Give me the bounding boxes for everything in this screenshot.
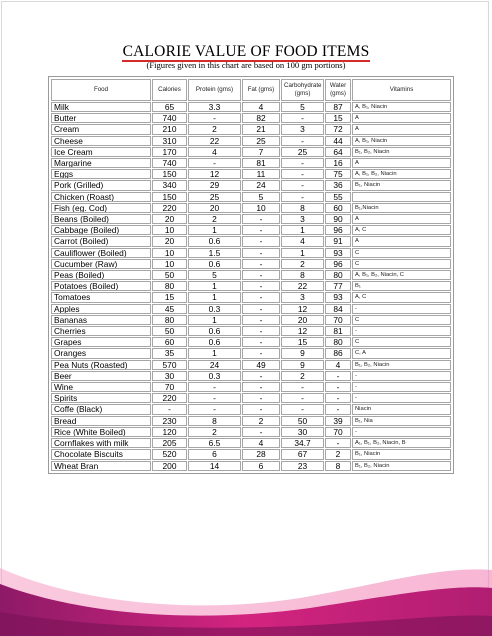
page-title [0, 43, 492, 61]
header-fat: Fat (gms) [242, 79, 280, 101]
cell-calories: 15 [152, 292, 187, 302]
cell-fat: - [242, 337, 280, 347]
cell-protein: - [188, 158, 241, 168]
cell-carbohydrate: - [281, 192, 324, 202]
cell-calories: 80 [152, 315, 187, 325]
cell-calories: 45 [152, 304, 187, 314]
cell-water: 64 [325, 147, 351, 157]
cell-fat: 82 [242, 113, 280, 123]
cell-water: 84 [325, 304, 351, 314]
cell-calories: - [152, 404, 187, 414]
cell-food: Pork (Grilled) [51, 180, 151, 190]
cell-vitamins: B₁, Niacin [352, 449, 451, 459]
cell-protein: 5 [188, 270, 241, 280]
cell-vitamins: B₁, Nia [352, 416, 451, 426]
cell-fat: 81 [242, 158, 280, 168]
cell-protein: 29 [188, 180, 241, 190]
cell-water: 72 [325, 124, 351, 134]
cell-calories: 10 [152, 259, 187, 269]
cell-fat: 4 [242, 102, 280, 112]
cell-food: Coffe (Black) [51, 404, 151, 414]
cell-protein: - [188, 404, 241, 414]
cell-carbohydrate: 22 [281, 281, 324, 291]
cell-fat: - [242, 393, 280, 403]
cell-food: Cherries [51, 326, 151, 336]
cell-protein: 1.5 [188, 248, 241, 258]
table-row [51, 326, 451, 336]
cell-calories: 740 [152, 158, 187, 168]
cell-vitamins: - [352, 393, 451, 403]
cell-water: - [325, 404, 351, 414]
cell-calories: 570 [152, 360, 187, 370]
cell-carbohydrate: 50 [281, 416, 324, 426]
cell-protein: 2 [188, 124, 241, 134]
cell-water: 70 [325, 427, 351, 437]
cell-fat: 28 [242, 449, 280, 459]
cell-calories: 205 [152, 438, 187, 448]
cell-carbohydrate: 15 [281, 337, 324, 347]
cell-vitamins: B₁, B₂, Niacin [352, 461, 451, 471]
cell-vitamins: A [352, 158, 451, 168]
cell-water: 96 [325, 225, 351, 235]
calorie-table [50, 78, 452, 472]
cell-vitamins: A₁, B₁, B₂, Niacin, B [352, 438, 451, 448]
cell-water: 93 [325, 292, 351, 302]
cell-water: 70 [325, 315, 351, 325]
cell-carbohydrate: - [281, 180, 324, 190]
cell-carbohydrate: 9 [281, 348, 324, 358]
table-row [51, 225, 451, 235]
cell-water: 90 [325, 214, 351, 224]
cell-food: Apples [51, 304, 151, 314]
cell-carbohydrate: 30 [281, 427, 324, 437]
cell-calories: 150 [152, 169, 187, 179]
table-row [51, 147, 451, 157]
cell-water: 75 [325, 169, 351, 179]
cell-carbohydrate: 2 [281, 371, 324, 381]
cell-fat: - [242, 404, 280, 414]
cell-protein: 0.6 [188, 326, 241, 336]
cell-food: Eggs [51, 169, 151, 179]
cell-fat: 25 [242, 136, 280, 146]
cell-fat: - [242, 292, 280, 302]
table-row [51, 248, 451, 258]
cell-calories: 200 [152, 461, 187, 471]
cell-vitamins: B₁, Niacin [352, 180, 451, 190]
cell-carbohydrate: 9 [281, 360, 324, 370]
cell-vitamins: C [352, 248, 451, 258]
cell-water: 55 [325, 192, 351, 202]
cell-protein: - [188, 393, 241, 403]
cell-water: 36 [325, 180, 351, 190]
cell-water: 77 [325, 281, 351, 291]
cell-calories: 10 [152, 248, 187, 258]
title-text: CALORIE VALUE OF FOOD ITEMS [122, 43, 370, 60]
cell-carbohydrate: 25 [281, 147, 324, 157]
cell-calories: 20 [152, 236, 187, 246]
cell-vitamins: C, A [352, 348, 451, 358]
cell-water: 15 [325, 113, 351, 123]
cell-vitamins: B₁ [352, 281, 451, 291]
header-protein: Protein (gms) [188, 79, 241, 101]
cell-fat: 4 [242, 438, 280, 448]
cell-calories: 70 [152, 382, 187, 392]
cell-protein: 2 [188, 214, 241, 224]
cell-carbohydrate: 12 [281, 326, 324, 336]
table-row [51, 169, 451, 179]
cell-fat: 24 [242, 180, 280, 190]
cell-fat: 10 [242, 203, 280, 213]
table-row [51, 360, 451, 370]
cell-water: - [325, 393, 351, 403]
cell-calories: 30 [152, 371, 187, 381]
cell-protein: 0.6 [188, 236, 241, 246]
decorative-wave [0, 526, 492, 636]
cell-carbohydrate: 3 [281, 214, 324, 224]
cell-vitamins: B₁, B₂, Niacin [352, 147, 451, 157]
cell-food: Peas (Boiled) [51, 270, 151, 280]
table-row [51, 292, 451, 302]
cell-water: - [325, 438, 351, 448]
cell-carbohydrate: 23 [281, 461, 324, 471]
cell-food: Cabbage (Boiled) [51, 225, 151, 235]
cell-carbohydrate: - [281, 113, 324, 123]
cell-food: Chocolate Biscuits [51, 449, 151, 459]
table-row [51, 304, 451, 314]
cell-calories: 220 [152, 393, 187, 403]
cell-protein: 22 [188, 136, 241, 146]
table-row [51, 281, 451, 291]
header-vitamins: Vitamins [352, 79, 451, 101]
cell-protein: 2 [188, 427, 241, 437]
cell-protein: 14 [188, 461, 241, 471]
cell-fat: - [242, 259, 280, 269]
cell-fat: 49 [242, 360, 280, 370]
cell-vitamins: A, C [352, 225, 451, 235]
cell-fat: - [242, 225, 280, 235]
cell-carbohydrate: - [281, 169, 324, 179]
cell-food: Chicken (Roast) [51, 192, 151, 202]
cell-carbohydrate: - [281, 404, 324, 414]
cell-carbohydrate: 34.7 [281, 438, 324, 448]
cell-food: Beer [51, 371, 151, 381]
table-body [51, 102, 451, 471]
cell-food: Butter [51, 113, 151, 123]
cell-carbohydrate: - [281, 158, 324, 168]
cell-carbohydrate: 5 [281, 102, 324, 112]
cell-food: Cauliflower (Boiled) [51, 248, 151, 258]
cell-vitamins: A, B₁, Niacin [352, 102, 451, 112]
cell-food: Cornflakes with milk [51, 438, 151, 448]
cell-vitamins: C [352, 259, 451, 269]
table-row [51, 438, 451, 448]
cell-food: Rice (White Boiled) [51, 427, 151, 437]
cell-carbohydrate: 8 [281, 203, 324, 213]
cell-water: 4 [325, 360, 351, 370]
cell-fat: 11 [242, 169, 280, 179]
cell-fat: - [242, 214, 280, 224]
cell-calories: 35 [152, 348, 187, 358]
cell-fat: - [242, 427, 280, 437]
cell-fat: - [242, 326, 280, 336]
cell-carbohydrate: 1 [281, 225, 324, 235]
cell-protein: 20 [188, 203, 241, 213]
cell-carbohydrate: 12 [281, 304, 324, 314]
cell-vitamins: - [352, 304, 451, 314]
cell-water: 91 [325, 236, 351, 246]
cell-fat: 2 [242, 416, 280, 426]
cell-vitamins: C [352, 315, 451, 325]
cell-calories: 210 [152, 124, 187, 134]
table-row [51, 337, 451, 347]
table-row [51, 113, 451, 123]
table-row [51, 158, 451, 168]
cell-food: Oranges [51, 348, 151, 358]
cell-protein: 12 [188, 169, 241, 179]
cell-water: 81 [325, 326, 351, 336]
cell-protein: 25 [188, 192, 241, 202]
header-carbohydrate: Carbohydrate (gms) [281, 79, 324, 101]
cell-food: Bread [51, 416, 151, 426]
table-row [51, 416, 451, 426]
table-row [51, 315, 451, 325]
table-row [51, 180, 451, 190]
cell-vitamins: A, B₁, B₂, Niacin, C [352, 270, 451, 280]
cell-protein: - [188, 113, 241, 123]
table-row [51, 393, 451, 403]
cell-protein: 0.3 [188, 304, 241, 314]
cell-food: Cream [51, 124, 151, 134]
cell-vitamins: B₁, B₂, Niacin [352, 360, 451, 370]
cell-vitamins [352, 192, 451, 202]
cell-vitamins: A [352, 214, 451, 224]
cell-food: Cucumber (Raw) [51, 259, 151, 269]
cell-food: Bananas [51, 315, 151, 325]
cell-protein: 6.5 [188, 438, 241, 448]
cell-food: Ice Cream [51, 147, 151, 157]
table-row [51, 371, 451, 381]
page-subtitle: (Figures given in this chart are based on 100 gm portions) [146, 60, 346, 70]
cell-protein: 1 [188, 315, 241, 325]
cell-food: Potatoes (Boiled) [51, 281, 151, 291]
cell-carbohydrate: 8 [281, 270, 324, 280]
cell-water: 93 [325, 248, 351, 258]
table-row [51, 404, 451, 414]
cell-calories: 230 [152, 416, 187, 426]
cell-fat: - [242, 270, 280, 280]
cell-calories: 50 [152, 326, 187, 336]
cell-carbohydrate: - [281, 382, 324, 392]
header-calories: Calories [152, 79, 187, 101]
cell-fat: 21 [242, 124, 280, 134]
cell-food: Wheat Bran [51, 461, 151, 471]
header-water: Water (gms) [325, 79, 351, 101]
cell-vitamins: A [352, 236, 451, 246]
cell-food: Spirits [51, 393, 151, 403]
cell-calories: 220 [152, 203, 187, 213]
cell-vitamins: A [352, 124, 451, 134]
table-row [51, 192, 451, 202]
cell-protein: 24 [188, 360, 241, 370]
cell-water: 39 [325, 416, 351, 426]
cell-water: 80 [325, 270, 351, 280]
cell-food: Fish (eg. Cod) [51, 203, 151, 213]
cell-vitamins: A [352, 113, 451, 123]
cell-carbohydrate: 3 [281, 124, 324, 134]
cell-protein: 1 [188, 292, 241, 302]
cell-carbohydrate: 20 [281, 315, 324, 325]
cell-fat: - [242, 348, 280, 358]
table-row [51, 236, 451, 246]
cell-calories: 10 [152, 225, 187, 235]
cell-water: 86 [325, 348, 351, 358]
cell-fat: - [242, 382, 280, 392]
cell-protein: 6 [188, 449, 241, 459]
cell-carbohydrate: 3 [281, 292, 324, 302]
cell-food: Cheese [51, 136, 151, 146]
cell-carbohydrate: 1 [281, 248, 324, 258]
cell-food: Tomatoes [51, 292, 151, 302]
cell-vitamins: - [352, 326, 451, 336]
cell-calories: 65 [152, 102, 187, 112]
cell-water: 8 [325, 461, 351, 471]
cell-vitamins: C [352, 337, 451, 347]
cell-protein: - [188, 382, 241, 392]
cell-water: - [325, 371, 351, 381]
cell-food: Pea Nuts (Roasted) [51, 360, 151, 370]
cell-protein: 1 [188, 225, 241, 235]
cell-vitamins: - [352, 382, 451, 392]
table-row [51, 136, 451, 146]
cell-food: Margarine [51, 158, 151, 168]
table-row [51, 449, 451, 459]
cell-calories: 80 [152, 281, 187, 291]
table-row [51, 203, 451, 213]
cell-protein: 0.6 [188, 337, 241, 347]
cell-water: - [325, 382, 351, 392]
cell-water: 87 [325, 102, 351, 112]
cell-calories: 150 [152, 192, 187, 202]
cell-fat: - [242, 304, 280, 314]
cell-food: Carrot (Boiled) [51, 236, 151, 246]
table-row [51, 382, 451, 392]
cell-calories: 50 [152, 270, 187, 280]
cell-water: 96 [325, 259, 351, 269]
cell-protein: 8 [188, 416, 241, 426]
cell-calories: 740 [152, 113, 187, 123]
cell-protein: 1 [188, 348, 241, 358]
cell-fat: - [242, 315, 280, 325]
cell-protein: 4 [188, 147, 241, 157]
cell-carbohydrate: 2 [281, 259, 324, 269]
cell-fat: - [242, 371, 280, 381]
cell-vitamins: A, B₁, Niacin [352, 136, 451, 146]
table-row [51, 259, 451, 269]
cell-fat: 5 [242, 192, 280, 202]
cell-carbohydrate: 4 [281, 236, 324, 246]
table-row [51, 270, 451, 280]
cell-calories: 310 [152, 136, 187, 146]
cell-water: 16 [325, 158, 351, 168]
cell-fat: - [242, 236, 280, 246]
cell-calories: 170 [152, 147, 187, 157]
cell-fat: 6 [242, 461, 280, 471]
cell-calories: 340 [152, 180, 187, 190]
cell-calories: 60 [152, 337, 187, 347]
cell-vitamins: Niacin [352, 404, 451, 414]
cell-food: Wine [51, 382, 151, 392]
cell-water: 2 [325, 449, 351, 459]
cell-carbohydrate: - [281, 136, 324, 146]
cell-carbohydrate: 67 [281, 449, 324, 459]
table-row [51, 214, 451, 224]
cell-fat: - [242, 248, 280, 258]
cell-protein: 3.3 [188, 102, 241, 112]
cell-protein: 1 [188, 281, 241, 291]
table-header-row [51, 79, 451, 101]
table-row [51, 461, 451, 471]
table-row [51, 427, 451, 437]
cell-water: 60 [325, 203, 351, 213]
cell-fat: - [242, 281, 280, 291]
cell-vitamins: B₁,Niacin [352, 203, 451, 213]
cell-fat: 7 [242, 147, 280, 157]
cell-food: Beans (Boiled) [51, 214, 151, 224]
cell-water: 80 [325, 337, 351, 347]
cell-carbohydrate: - [281, 393, 324, 403]
cell-food: Grapes [51, 337, 151, 347]
cell-water: 44 [325, 136, 351, 146]
cell-calories: 20 [152, 214, 187, 224]
cell-vitamins: A, B₁, B₂, Niacin [352, 169, 451, 179]
cell-protein: 0.3 [188, 371, 241, 381]
cell-vitamins: - [352, 427, 451, 437]
cell-vitamins: A, C [352, 292, 451, 302]
cell-calories: 520 [152, 449, 187, 459]
cell-calories: 120 [152, 427, 187, 437]
cell-food: Milk [51, 102, 151, 112]
header-food: Food [51, 79, 151, 101]
calorie-table-frame [48, 76, 454, 474]
cell-protein: 0.6 [188, 259, 241, 269]
table-row [51, 102, 451, 112]
table-row [51, 348, 451, 358]
table-row [51, 124, 451, 134]
cell-vitamins: - [352, 371, 451, 381]
